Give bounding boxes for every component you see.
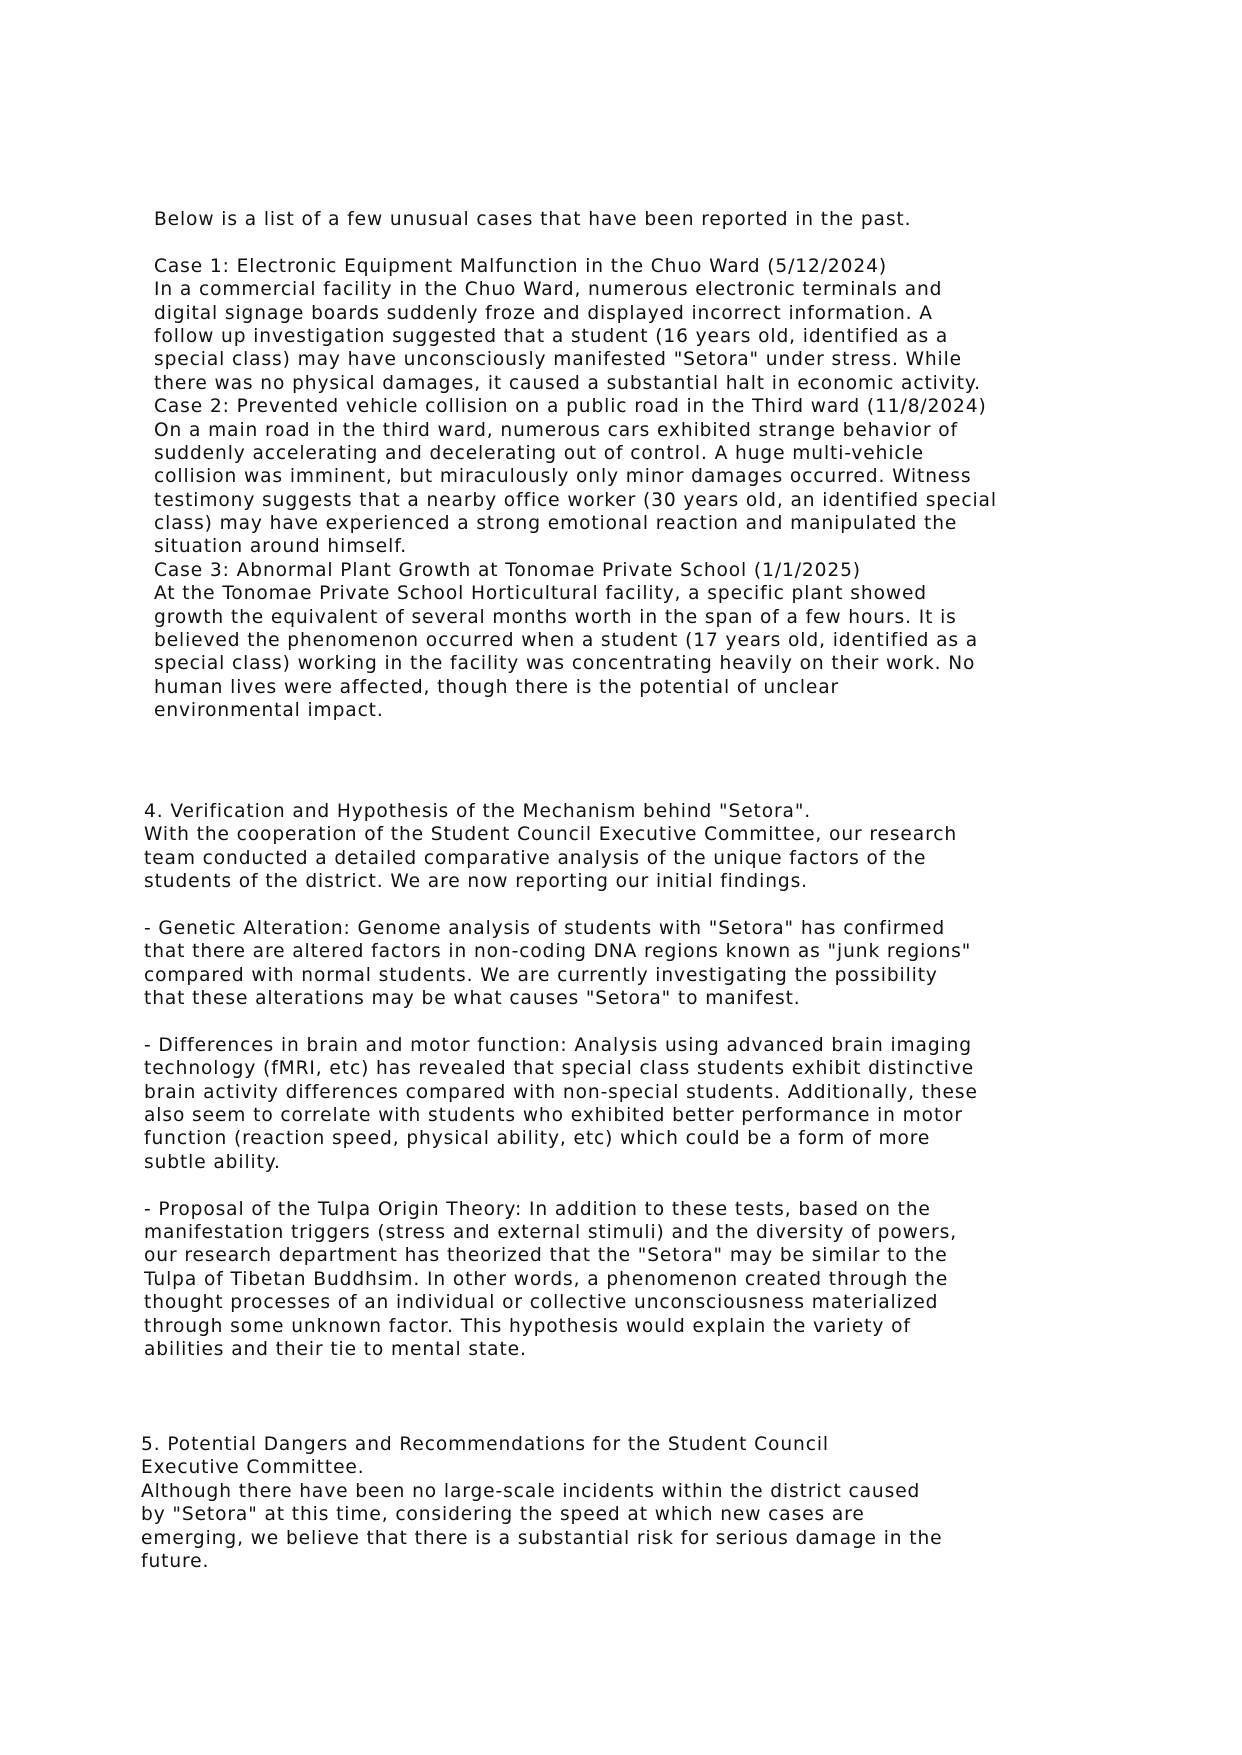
finding-text-line: - Differences in brain and motor function: Analysis using advanced brain imaging xyxy=(144,1034,972,1056)
finding-text-line: - Genetic Alteration: Genome analysis of students with "Setora" has confirmed xyxy=(144,917,946,939)
case-text-line: human lives were affected, though there is the potential of unclear xyxy=(154,676,840,698)
spacer xyxy=(154,231,997,254)
case-text-line: suddenly accelerating and decelerating out of control. A huge multi-vehicle xyxy=(154,442,924,464)
section-text-line: by "Setora" at this time, considering the speed at which new cases are xyxy=(141,1504,865,1526)
section-text-line: students of the district. We are now reporting our initial findings. xyxy=(144,871,808,893)
finding-text-line: compared with normal students. We are currently investigating the possibility xyxy=(144,964,938,986)
case-title: Case 3: Abnormal Plant Growth at Tonomae Private School (1/1/2025) xyxy=(154,559,861,581)
case-text-line: environmental impact. xyxy=(154,700,384,722)
intro-lead: Below is a list of a few unusual cases that have been reported in the past. xyxy=(154,209,912,230)
finding-text-line: also seem to correlate with students who exhibited better performance in motor xyxy=(144,1105,963,1127)
case-text-line: there was no physical damages, it caused a substantial halt in economic activity. xyxy=(154,372,981,394)
case-text-line: At the Tonomae Private School Horticultural facility, a specific plant showed xyxy=(154,583,927,605)
case-title: Case 1: Electronic Equipment Malfunction in the Chuo Ward (5/12/2024) xyxy=(154,255,887,277)
case-3 xyxy=(154,559,997,723)
finding-text-line: - Proposal of the Tulpa Origin Theory: In addition to these tests, based on the xyxy=(144,1198,931,1220)
case-2 xyxy=(154,395,997,559)
finding-text-line: thought processes of an individual or collective unconsciousness materialized xyxy=(144,1292,939,1314)
section-heading: 4. Verification and Hypothesis of the Mechanism behind "Setora". xyxy=(144,801,812,822)
case-text-line: follow up investigation suggested that a student (16 years old, identified as a xyxy=(154,325,949,347)
finding-text-line: that there are altered factors in non-coding DNA regions known as "junk regions" xyxy=(144,941,972,963)
case-text-line: collision was imminent, but miraculously only minor damages occurred. Witness xyxy=(154,466,972,488)
spacer xyxy=(144,1174,978,1197)
finding-text-line: our research department has theorized that the "Setora" may be similar to the xyxy=(144,1245,948,1267)
spacer xyxy=(144,894,978,917)
section-4 xyxy=(144,800,978,1361)
finding-genetic-alteration xyxy=(144,917,978,1011)
case-list-section xyxy=(154,208,997,723)
section-text-line: With the cooperation of the Student Council Executive Committee, our research xyxy=(144,824,958,846)
section-heading: Executive Committee. xyxy=(141,1457,365,1479)
finding-text-line: function (reaction speed, physical ability, etc) which could be a form of more xyxy=(144,1128,931,1150)
case-1 xyxy=(154,255,997,395)
section-text-line: future. xyxy=(141,1550,210,1572)
case-text-line: In a commercial facility in the Chuo Ward, numerous electronic terminals and xyxy=(154,279,943,301)
section-text-line: Although there have been no large-scale incidents within the district caused xyxy=(141,1480,921,1502)
case-text-line: digital signage boards suddenly froze and displayed incorrect information. A xyxy=(154,302,933,324)
case-text-line: class) may have experienced a strong emotional reaction and manipulated the xyxy=(154,513,958,535)
finding-text-line: that these alterations may be what causes "Setora" to manifest. xyxy=(144,988,801,1010)
finding-text-line: abilities and their tie to mental state. xyxy=(144,1338,527,1360)
case-text-line: On a main road in the third ward, numerous cars exhibited strange behavior of xyxy=(154,419,958,441)
case-text-line: special class) working in the facility was concentrating heavily on their work. No xyxy=(154,653,976,675)
finding-text-line: technology (fMRI, etc) has revealed that special class students exhibit distinctive xyxy=(144,1058,975,1080)
finding-text-line: Tulpa of Tibetan Buddhsim. In other words, a phenomenon created through the xyxy=(144,1268,949,1290)
case-text-line: growth the equivalent of several months worth in the span of a few hours. It is xyxy=(154,606,957,628)
finding-text-line: manifestation triggers (stress and external stimuli) and the diversity of powers, xyxy=(144,1222,957,1244)
case-text-line: believed the phenomenon occurred when a student (17 years old, identified as a xyxy=(154,630,979,652)
case-text-line: testimony suggests that a nearby office worker (30 years old, an identified special xyxy=(154,489,997,511)
section-text-line: team conducted a detailed comparative analysis of the unique factors of the xyxy=(144,847,927,869)
finding-text-line: through some unknown factor. This hypothesis would explain the variety of xyxy=(144,1315,911,1337)
finding-tulpa-theory xyxy=(144,1198,978,1362)
finding-brain-motor-function xyxy=(144,1034,978,1174)
finding-text-line: subtle ability. xyxy=(144,1151,281,1173)
finding-text-line: brain activity differences compared with non-special students. Additionally, these xyxy=(144,1081,978,1103)
case-title: Case 2: Prevented vehicle collision on a public road in the Third ward (11/8/2024) xyxy=(154,396,987,418)
spacer xyxy=(144,1011,978,1034)
case-text-line: situation around himself. xyxy=(154,536,408,558)
section-5 xyxy=(141,1433,943,1573)
case-text-line: special class) may have unconsciously manifested "Setora" under stress. While xyxy=(154,349,963,371)
section-heading: 5. Potential Dangers and Recommendations for the Student Council xyxy=(141,1434,829,1455)
section-text-line: emerging, we believe that there is a substantial risk for serious damage in the xyxy=(141,1527,943,1549)
